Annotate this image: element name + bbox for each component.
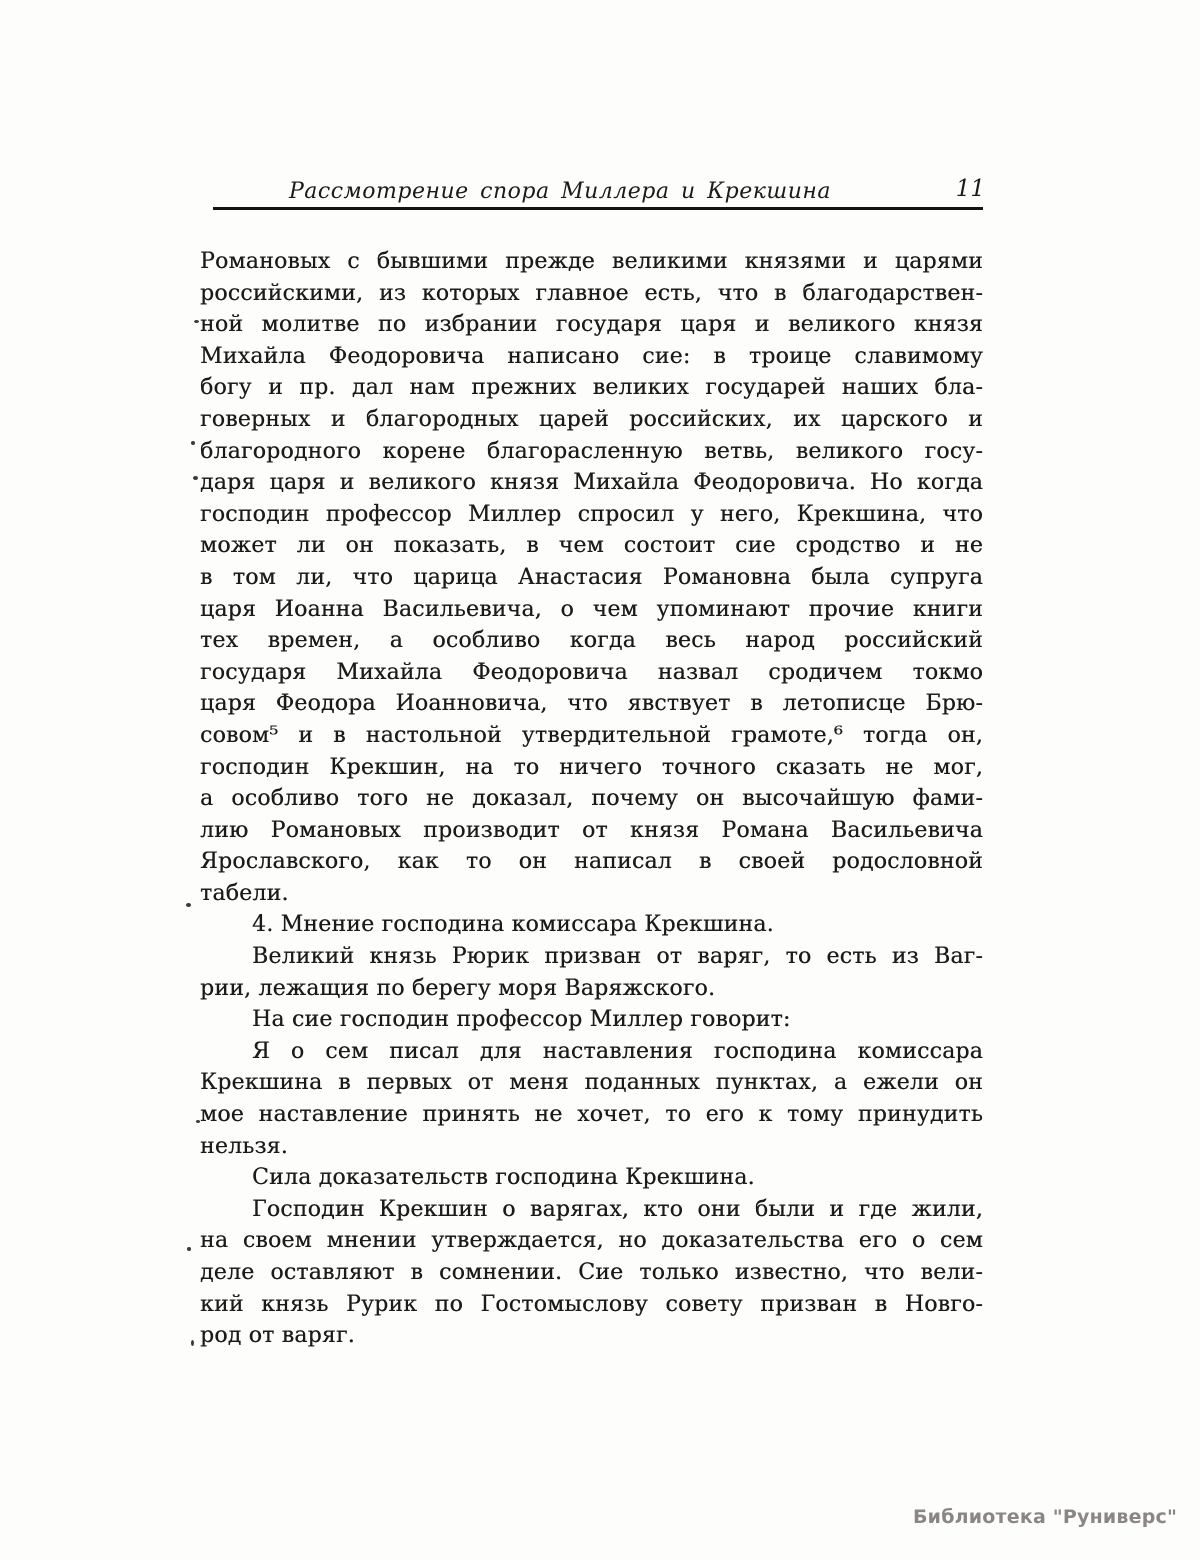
scan-speck (191, 1340, 194, 1346)
text-line: а особливо того не доказал, почему он высочайшую фами- (200, 786, 983, 812)
text-line: говерных и благородных царей российских, их царского и (200, 406, 983, 432)
paragraph (200, 1162, 983, 1194)
text-line: господин профессор Миллер спросил у него, Крекшина, что (200, 501, 983, 527)
page-number: 11 (955, 176, 985, 202)
text-line: рии, лежащия по берегу моря Варяжского. (200, 975, 716, 1001)
text-line: 4. Мнение господина комиссара Крекшина. (252, 912, 774, 938)
text-line: ной молитве по избрании государя царя и великого князя (200, 312, 983, 338)
paragraph (200, 1004, 983, 1036)
text-line: российскими, из которых главное есть, что в благодарствен- (200, 280, 983, 306)
text-line: лию Романовых производит от князя Романа Васильевича (200, 817, 983, 843)
text-line: деле оставляют в сомнении. Сие только известно, что вели- (200, 1260, 983, 1285)
text-line: род от варяг. (200, 1323, 355, 1349)
text-line: царя Иоанна Васильевича, о чем упоминают прочие книги (200, 596, 983, 622)
running-head-title: Рассмотрение спора Миллера и Крекшина (288, 179, 832, 204)
paragraph (200, 1036, 983, 1162)
text-line: мое наставление принять не хочет, то его к тому принудить (200, 1102, 983, 1128)
text-line: На сие господин профессор Миллер говорит: (252, 1007, 791, 1033)
scan-speck (193, 476, 198, 480)
text-line: государя Михайла Феодоровича назвал сродичем токмо (200, 659, 983, 685)
paragraph (200, 909, 983, 941)
scan-speck (191, 441, 195, 445)
text-line: совом⁵ и в настольной утвердительной грамоте,⁶ тогда он, (200, 722, 983, 748)
paragraph (200, 1194, 983, 1352)
text-line: тех времен, а особливо когда весь народ российский (200, 628, 983, 654)
text-line: царя Феодора Иоанновича, что явствует в летописце Брю- (200, 691, 983, 717)
text-line: благородного корене благорасленную ветвь, великого госу- (200, 438, 983, 464)
scan-speck (187, 1247, 191, 1251)
text-line: господин Крекшин, на то ничего точного сказать не мог, (200, 754, 983, 780)
text-line: Михайла Феодоровича написано сие: в троице славимому (200, 343, 983, 369)
text-line: нельзя. (200, 1133, 288, 1159)
text-line: Господин Крекшин о варягах, кто они были и где жили, (252, 1196, 983, 1222)
text-line: в том ли, что царица Анастасия Романовна была супруга (200, 564, 983, 590)
text-line: на своем мнении утверждается, но доказательства его о сем (200, 1228, 983, 1254)
text-line: Великий князь Рюрик призван от варяг, то есть из Ваг- (252, 944, 983, 970)
text-line: Ярославского, как то он написал в своей родословной (200, 849, 983, 875)
text-line: Я о сем писал для наставления господина комиссара (252, 1038, 983, 1064)
text-line: богу и пр. дал нам прежних великих государей наших бла- (200, 375, 983, 401)
text-line: Романовых с бывшими прежде великими князями и царями (200, 249, 983, 274)
scan-speck (186, 903, 191, 907)
paragraph (200, 941, 983, 1004)
text-line: Крекшина в первых от меня поданных пунктах, а ежели он (200, 1070, 983, 1096)
header-rule (213, 207, 983, 210)
paragraph (200, 246, 983, 909)
text-line: Сила доказательств господина Крекшина. (252, 1165, 755, 1191)
text-line: кий князь Рурик по Гостомыслову совету призван в Новго- (200, 1291, 983, 1317)
body-text (200, 246, 983, 1352)
scan-speck (196, 1120, 200, 1123)
library-watermark: Библиотека "Руниверс" (913, 1506, 1178, 1528)
scan-speck (194, 320, 199, 323)
text-line: может ли он показать, в чем состоит сие сродство и не (200, 533, 983, 559)
text-line: даря царя и великого князя Михайла Феодоровича. Но когда (200, 470, 983, 496)
text-line: табели. (200, 880, 289, 906)
